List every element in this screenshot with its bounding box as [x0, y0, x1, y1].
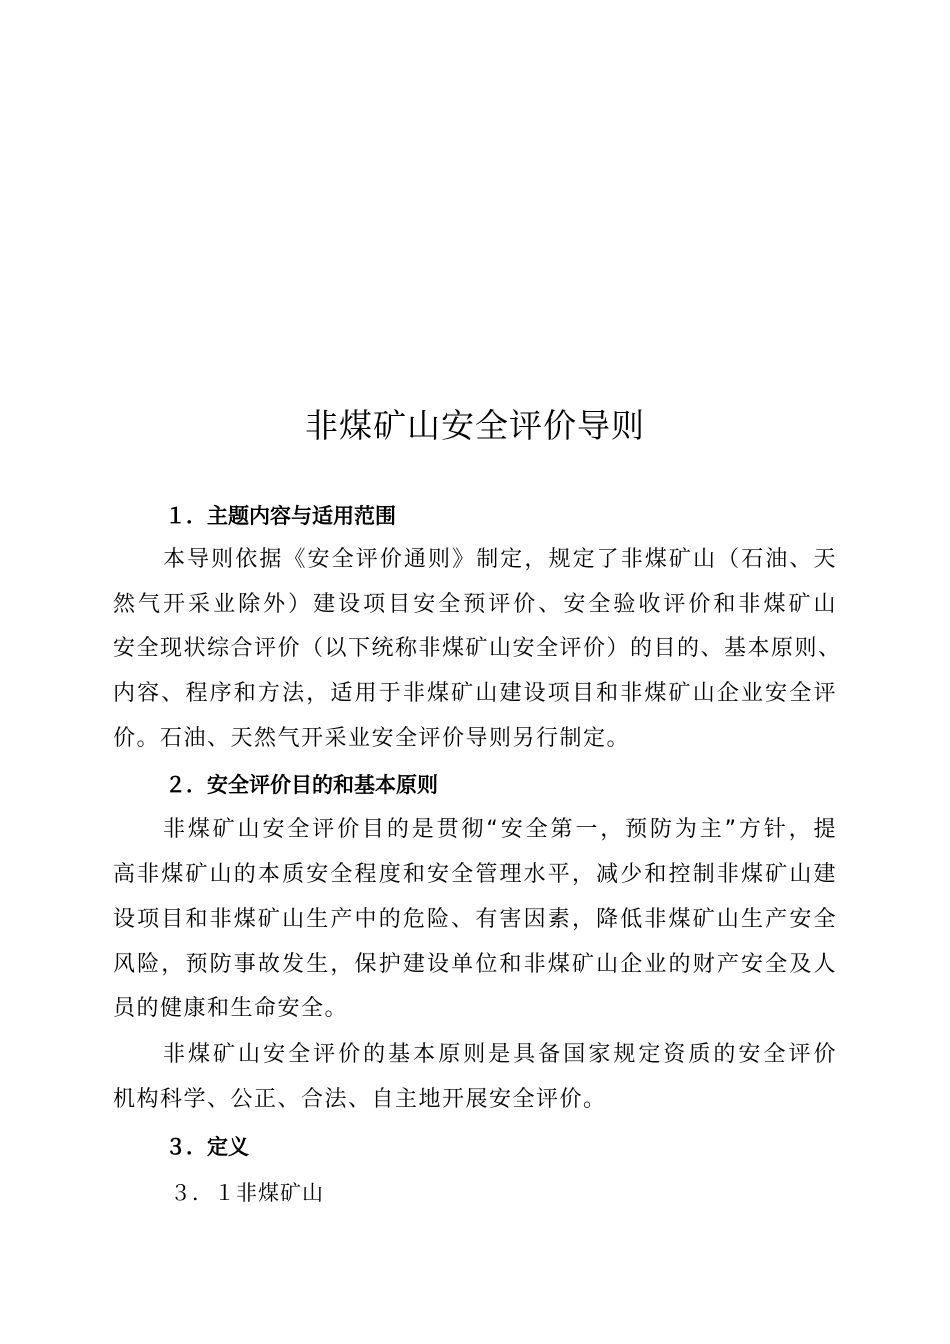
- section-1-line: 安全现状综合评价（以下统称非煤矿山安全评价）的目的、基本原则、: [113, 636, 842, 661]
- section-2-line: 非煤矿山安全评价的基本原则是具备国家规定资质的安全评价: [163, 1042, 837, 1067]
- section-2-line: 员的健康和生命安全。: [113, 996, 349, 1021]
- section-1-line: 然气开采业除外）建设项目安全预评价、安全验收评价和非煤矿山: [113, 592, 837, 617]
- document-title: 非煤矿山安全评价导则: [305, 406, 645, 445]
- section-3-heading: ３．定义: [165, 1135, 249, 1159]
- section-1-line: 价。石油、天然气开采业安全评价导则另行制定。: [113, 726, 631, 751]
- section-2-line: 机构科学、公正、合法、自主地开展安全评价。: [113, 1087, 607, 1112]
- section-3-1-subheading: ３．１非煤矿山: [170, 1181, 324, 1205]
- section-2-line: 高非煤矿山的本质安全程度和安全管理水平，减少和控制非煤矿山建: [113, 862, 837, 887]
- section-1-line: 本导则依据《安全评价通则》制定，规定了非煤矿山（石油、天: [163, 547, 837, 572]
- section-2-line: 设项目和非煤矿山生产中的危险、有害因素，降低非煤矿山生产安全: [113, 907, 837, 932]
- section-1-line: 内容、程序和方法，适用于非煤矿山建设项目和非煤矿山企业安全评: [113, 681, 837, 706]
- section-2-line: 非煤矿山安全评价目的是贯彻“安全第一，预防为主”方针，提: [163, 817, 837, 842]
- section-1-heading: １．主题内容与适用范围: [165, 504, 396, 528]
- section-2-heading: ２．安全评价目的和基本原则: [165, 773, 438, 797]
- section-2-line: 风险，预防事故发生，保护建设单位和非煤矿山企业的财产安全及人: [113, 952, 837, 977]
